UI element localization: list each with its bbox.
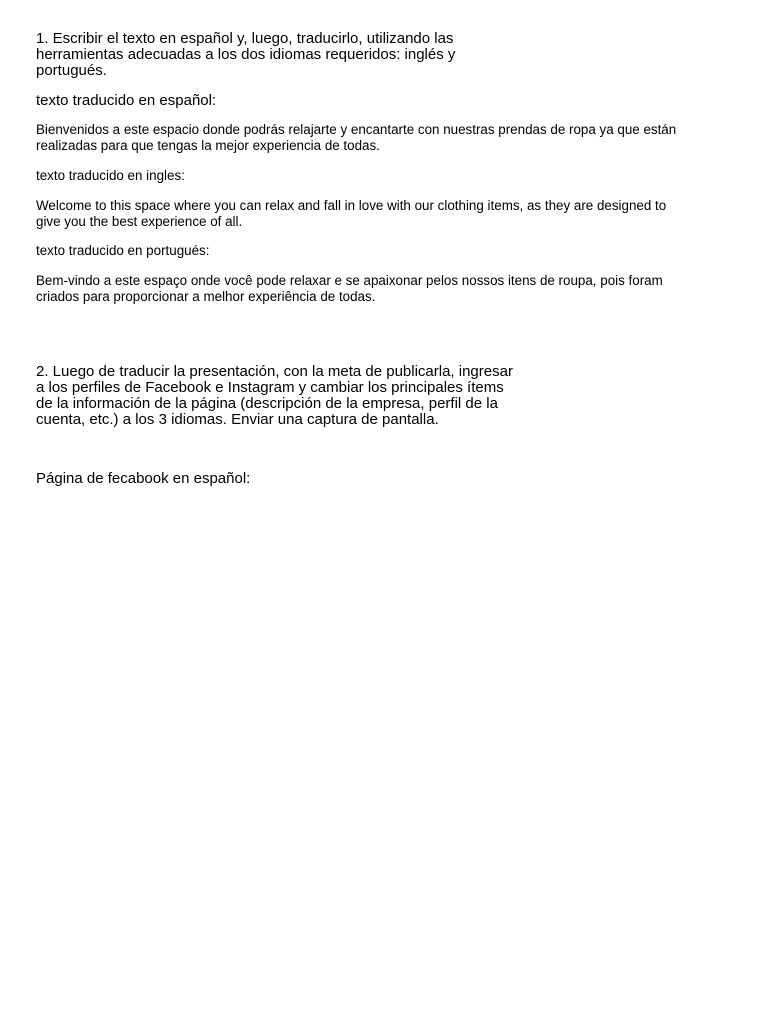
spanish-line: Bienvenidos a este espacio donde podrás relajarte y encantarte con nuestras prendas de ropa ya que están	[36, 122, 677, 137]
task-1-line: portugués.	[36, 62, 107, 79]
english-paragraph	[36, 198, 666, 230]
spanish-paragraph	[36, 122, 676, 154]
english-line: Welcome to this space where you can relax and fall in love with our clothing items, as they are designed to	[36, 198, 667, 213]
english-heading	[36, 168, 185, 184]
portuguese-heading	[36, 243, 209, 259]
portuguese-line: Bem-vindo a este espaço onde você pode relaxar e se apaixonar pelos nossos itens de roupa, pois foram	[36, 273, 663, 288]
english-line: give you the best experience of all.	[36, 214, 243, 229]
english-heading-text: texto traducido en ingles:	[36, 168, 185, 183]
portuguese-heading-text: texto traducido en portugués:	[36, 243, 210, 258]
task-2-line: de la información de la página (descripción de la empresa, perfil de la	[36, 395, 498, 412]
spanish-heading-text: texto traducido en español:	[36, 92, 217, 109]
portuguese-line: criados para proporcionar a melhor experiência de todas.	[36, 289, 376, 304]
task-2-line: a los perfiles de Facebook e Instagram y cambiar los principales ítems	[36, 379, 504, 396]
spanish-heading	[36, 93, 216, 109]
facebook-heading	[36, 471, 250, 487]
task-2-instructions	[36, 364, 513, 428]
facebook-heading-text: Página de fecabook en español:	[36, 470, 251, 487]
portuguese-paragraph	[36, 273, 663, 305]
task-1-line: herramientas adecuadas a los dos idiomas requeridos: inglés y	[36, 46, 456, 63]
spanish-line: realizadas para que tengas la mejor experiencia de todas.	[36, 138, 380, 153]
task-1-line: 1. Escribir el texto en español y, luego, traducirlo, utilizando las	[36, 30, 454, 47]
task-1-instructions	[36, 31, 455, 79]
task-2-line: 2. Luego de traducir la presentación, con la meta de publicarla, ingresar	[36, 363, 513, 380]
task-2-line: cuenta, etc.) a los 3 idiomas. Enviar una captura de pantalla.	[36, 411, 439, 428]
